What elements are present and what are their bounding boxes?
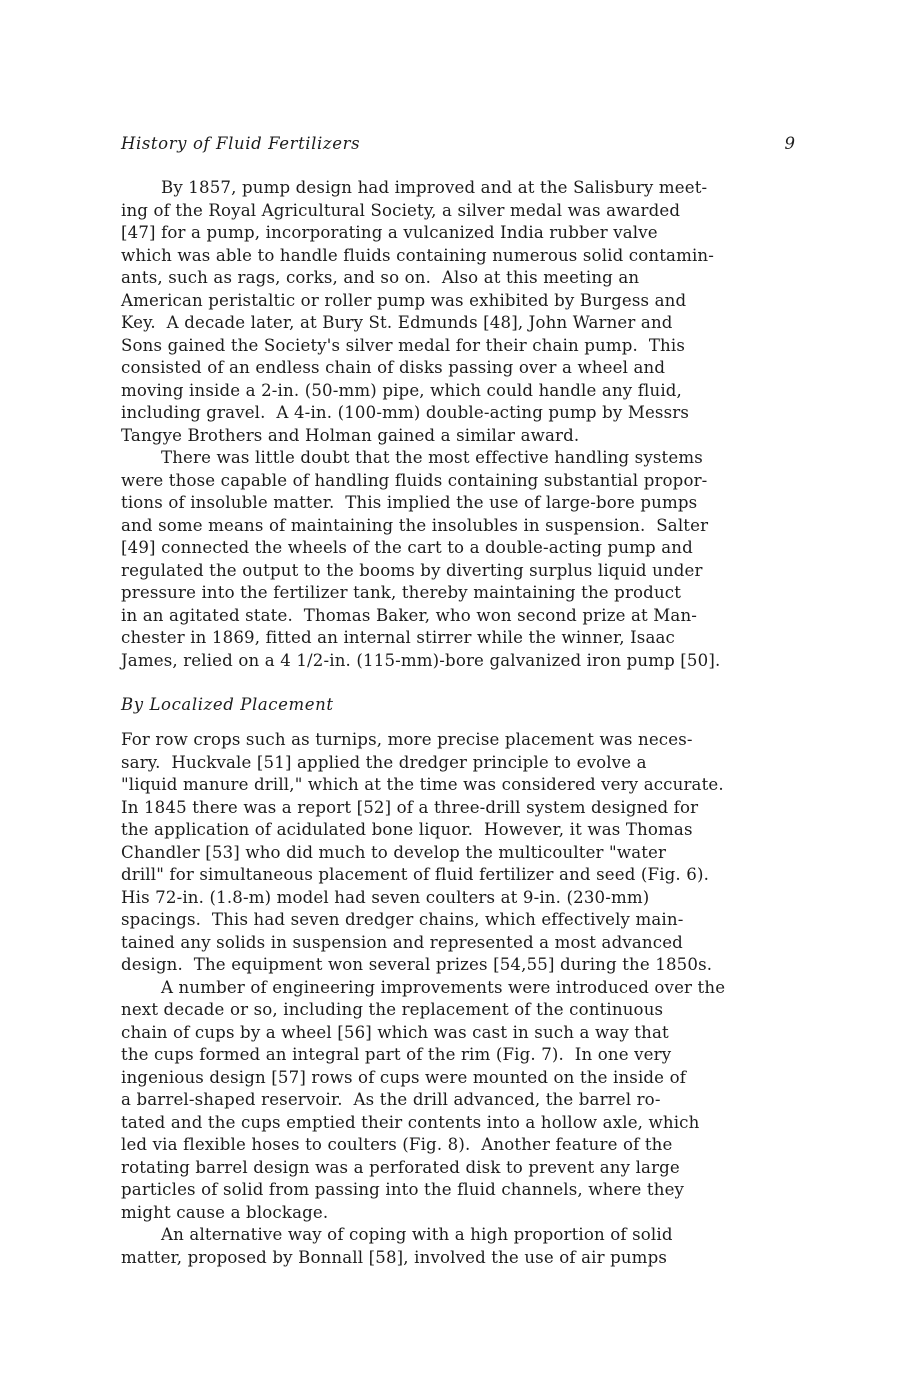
text-line: There was little doubt that the most effective handling systems [161, 448, 703, 467]
text-line: In 1845 there was a report [52] of a three-drill system designed for [121, 797, 699, 817]
text-line: spacings. This had seven dredger chains, which effectively main- [121, 910, 684, 929]
text-line: An alternative way of coping with a high proportion of solid [161, 1225, 673, 1244]
text-line: the application of acidulated bone liquor. However, it was Thomas [121, 820, 693, 839]
text-line: tained any solids in suspension and represented a most advanced [121, 932, 683, 952]
text-line: sary. Huckvale [51] applied the dredger principle to evolve a [121, 752, 647, 772]
text-line: which was able to handle fluids containing numerous solid contamin- [121, 245, 715, 265]
text-line: and some means of maintaining the insolubles in suspension. Salter [121, 515, 709, 535]
text-line: drill" for simultaneous placement of fluid fertilizer and seed (Fig. 6). [121, 865, 710, 884]
running-title: History of Fluid Fertilizers [121, 134, 361, 153]
text-line: ingenious design [57] rows of cups were mounted on the inside of [121, 1067, 687, 1087]
text-line: chain of cups by a wheel [56] which was cast in such a way that [121, 1022, 669, 1042]
text-line: Sons gained the Society's silver medal for their chain pump. This [121, 335, 686, 355]
text-line: pressure into the fertilizer tank, thereby maintaining the product [121, 583, 682, 602]
running-head [121, 133, 795, 155]
text-line: Key. A decade later, at Bury St. Edmunds [48], John Warner and [121, 313, 673, 332]
text-line: Tangye Brothers and Holman gained a similar award. [121, 425, 580, 445]
text-line: led via flexible hoses to coulters (Fig. 8). Another feature of the [121, 1135, 673, 1154]
text-line: His 72-in. (1.8-m) model had seven coulters at 9-in. (230-mm) [121, 887, 650, 907]
text-line: chester in 1869, fitted an internal stirrer while the winner, Isaac [121, 628, 675, 647]
text-line: matter, proposed by Bonnall [58], involved the use of air pumps [121, 1247, 668, 1267]
text-line: tions of insoluble matter. This implied the use of large-bore pumps [121, 493, 698, 512]
text-line: regulated the output to the booms by diverting surplus liquid under [121, 560, 703, 580]
text-line: Chandler [53] who did much to develop the multicoulter "water [121, 842, 667, 862]
page-number: 9 [784, 134, 795, 153]
text-line: next decade or so, including the replacement of the continuous [121, 1000, 664, 1019]
text-line: ing of the Royal Agricultural Society, a silver medal was awarded [121, 200, 681, 220]
text-line: including gravel. A 4-in. (100-mm) double-acting pump by Messrs [121, 403, 690, 422]
text-line: might cause a blockage. [121, 1202, 329, 1222]
text-line: A number of engineering improvements were introduced over the [161, 977, 726, 997]
text-line: James, relied on a 4 1/2-in. (115-mm)-bore galvanized iron pump [50]. [121, 650, 721, 670]
text-line: ants, such as rags, corks, and so on. Also at this meeting an [121, 268, 640, 287]
text-line: [47] for a pump, incorporating a vulcanized India rubber valve [121, 223, 658, 242]
text-line: a barrel-shaped reservoir. As the drill advanced, the barrel ro- [121, 1090, 661, 1109]
text-line: [49] connected the wheels of the cart to a double-acting pump and [121, 538, 693, 557]
text-line: For row crops such as turnips, more precise placement was neces- [121, 730, 693, 749]
text-line: By 1857, pump design had improved and at the Salisbury meet- [161, 178, 708, 197]
text-line: design. The equipment won several prizes [54,55] during the 1850s. [121, 955, 713, 974]
text-line: in an agitated state. Thomas Baker, who won second prize at Man- [121, 605, 698, 625]
section-subheading: By Localized Placement [121, 695, 334, 714]
text-line: the cups formed an integral part of the rim (Fig. 7). In one very [121, 1045, 672, 1064]
text-line: rotating barrel design was a perforated disk to prevent any large [121, 1157, 680, 1177]
text-line: tated and the cups emptied their contents into a hollow axle, which [121, 1112, 700, 1132]
text-line: particles of solid from passing into the fluid channels, where they [121, 1180, 685, 1199]
text-line: "liquid manure drill," which at the time was considered very accurate. [121, 775, 724, 794]
text-line: were those capable of handling fluids containing substantial propor- [121, 470, 708, 490]
text-line: consisted of an endless chain of disks passing over a wheel and [121, 358, 666, 377]
text-line: moving inside a 2-in. (50-mm) pipe, which could handle any fluid, [121, 380, 682, 400]
text-line: American peristaltic or roller pump was exhibited by Burgess and [121, 290, 687, 310]
